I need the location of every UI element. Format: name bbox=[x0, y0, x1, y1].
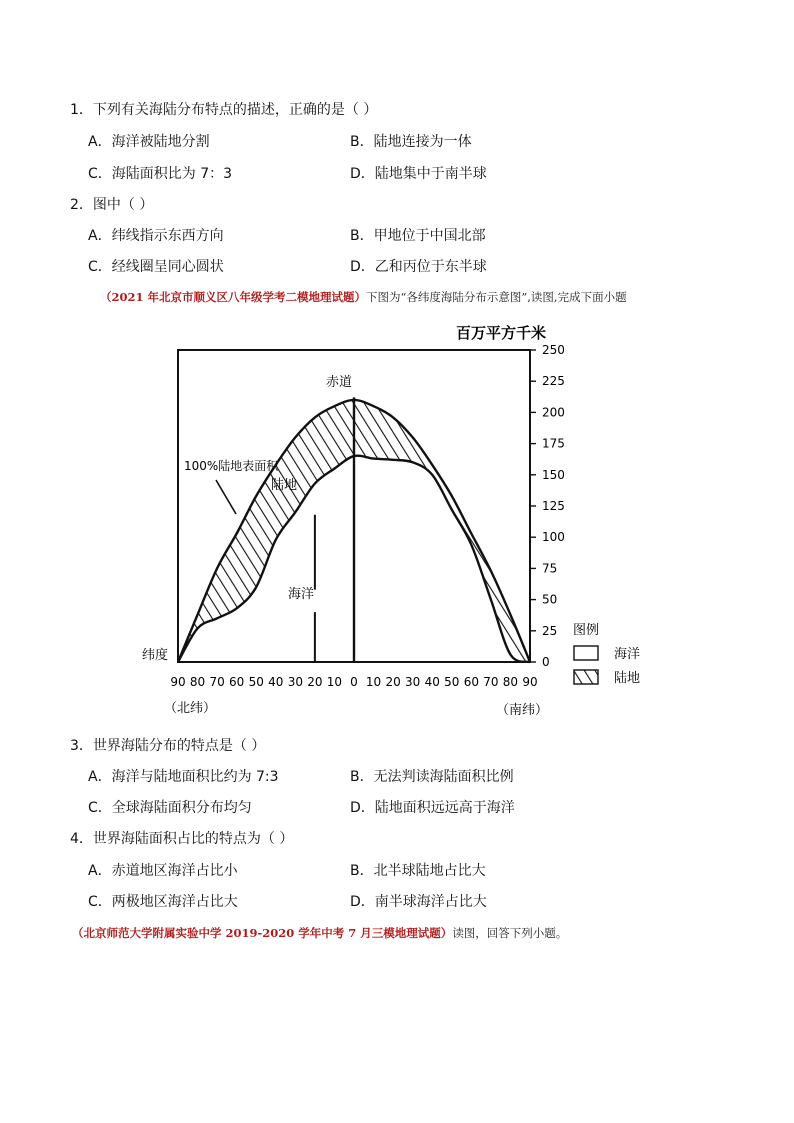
y-tick-label: 200 bbox=[542, 405, 565, 420]
x-tick-label: 40 bbox=[424, 675, 440, 689]
source-2-bracket: （北京师范大学附属实验中学 2019-2020 学年中考 7 月三模地理试题） bbox=[72, 926, 453, 940]
question-2-stem: 2．图中（ ） bbox=[70, 197, 154, 213]
x-tick-label: 20 bbox=[385, 675, 401, 689]
y-tick-label: 75 bbox=[542, 561, 558, 576]
source-line-2 bbox=[72, 925, 567, 941]
question-1-option-d[interactable]: D．陆地集中于南半球 bbox=[350, 166, 487, 182]
question-3-option-a[interactable]: A．海洋与陆地面积比约为 7:3 bbox=[88, 769, 279, 785]
question-1-option-b[interactable]: B．陆地连接为一体 bbox=[350, 134, 472, 150]
equator-annotation: 赤道 bbox=[326, 375, 353, 390]
y-tick-label: 225 bbox=[542, 374, 565, 389]
x-tick-label: 50 bbox=[248, 675, 264, 689]
land-annotation: 陆地 bbox=[271, 478, 298, 493]
x-tick-label: 80 bbox=[502, 675, 519, 689]
question-1-stem: 1．下列有关海陆分布特点的描述，正确的是（ ） bbox=[70, 102, 378, 118]
x-tick-label: 0 bbox=[350, 675, 358, 689]
question-2-option-d[interactable]: D．乙和丙位于东半球 bbox=[350, 259, 487, 275]
y-tick-label: 100 bbox=[542, 530, 565, 545]
x-tick-label: 60 bbox=[463, 675, 479, 689]
question-1-option-c[interactable]: C．海陆面积比为 7：3 bbox=[88, 166, 233, 182]
y-tick-label: 0 bbox=[542, 655, 550, 669]
source-line-1 bbox=[100, 289, 627, 305]
question-2-option-a[interactable]: A．纬线指示东西方向 bbox=[88, 228, 224, 244]
y-tick-label: 50 bbox=[542, 592, 558, 607]
question-3-option-d[interactable]: D．陆地面积远远高于海洋 bbox=[350, 800, 515, 816]
question-3-stem: 3．世界海陆分布的特点是（ ） bbox=[70, 738, 266, 754]
x-tick-label: 10 bbox=[365, 675, 382, 689]
x-tick-label: 70 bbox=[209, 675, 225, 689]
source-1-bracket: （2021 年北京市顺义区八年级学考二模地理试题） bbox=[100, 290, 367, 304]
y-tick-label: 25 bbox=[542, 623, 558, 638]
legend-ocean-label: 海洋 bbox=[614, 647, 641, 662]
x-tick-label: 10 bbox=[326, 675, 343, 689]
question-3-option-b[interactable]: B．无法判读海陆面积比例 bbox=[350, 769, 514, 785]
y-tick-label: 150 bbox=[542, 467, 565, 482]
x-tick-label: 30 bbox=[405, 675, 421, 689]
x-tick-label: 40 bbox=[268, 675, 284, 689]
x-tick-label: 80 bbox=[189, 675, 206, 689]
x-tick-label: 60 bbox=[229, 675, 245, 689]
legend-land-label: 陆地 bbox=[614, 671, 641, 686]
question-4-option-b[interactable]: B．北半球陆地占比大 bbox=[350, 863, 486, 879]
land-surface-annotation: 100%陆地表面积 bbox=[184, 459, 279, 473]
x-tick-label: 90 bbox=[170, 675, 186, 689]
legend-ocean-swatch bbox=[574, 646, 598, 660]
ocean-annotation: 海洋 bbox=[288, 587, 315, 602]
legend-land-swatch bbox=[574, 670, 598, 684]
x-tick-label: 70 bbox=[483, 675, 499, 689]
x-axis-north-label: （北纬） bbox=[164, 701, 217, 716]
x-tick-label: 50 bbox=[444, 675, 460, 689]
y-axis-unit-label: 百万平方千米 bbox=[456, 324, 547, 342]
y-tick-label: 175 bbox=[542, 436, 565, 451]
legend-title: 图例 bbox=[573, 623, 600, 638]
question-2-option-c[interactable]: C．经线圈呈同心圆状 bbox=[88, 259, 224, 275]
question-4-option-c[interactable]: C．两极地区海洋占比大 bbox=[88, 894, 238, 910]
x-axis-label: 纬度 bbox=[142, 648, 169, 663]
x-tick-label: 30 bbox=[287, 675, 303, 689]
source-2-note: 读图，回答下列小题。 bbox=[452, 926, 568, 940]
question-1-option-a[interactable]: A．海洋被陆地分割 bbox=[88, 134, 210, 150]
source-1-note: 下图为“各纬度海陆分布示意图”,读图,完成下面小题 bbox=[366, 290, 627, 304]
x-tick-label: 20 bbox=[307, 675, 323, 689]
question-3-option-c[interactable]: C．全球海陆面积分布均匀 bbox=[88, 800, 252, 816]
y-tick-label: 125 bbox=[542, 499, 565, 513]
x-axis-south-label: （南纬） bbox=[496, 703, 549, 718]
latitude-land-sea-chart bbox=[130, 318, 660, 720]
question-4-option-a[interactable]: A．赤道地区海洋占比小 bbox=[88, 863, 238, 879]
question-2-option-b[interactable]: B．甲地位于中国北部 bbox=[350, 228, 486, 244]
y-tick-label: 250 bbox=[542, 343, 565, 357]
question-4-stem: 4．世界海陆面积占比的特点为（ ） bbox=[70, 831, 294, 847]
x-tick-label: 90 bbox=[522, 675, 538, 689]
question-4-option-d[interactable]: D．南半球海洋占比大 bbox=[350, 894, 487, 910]
